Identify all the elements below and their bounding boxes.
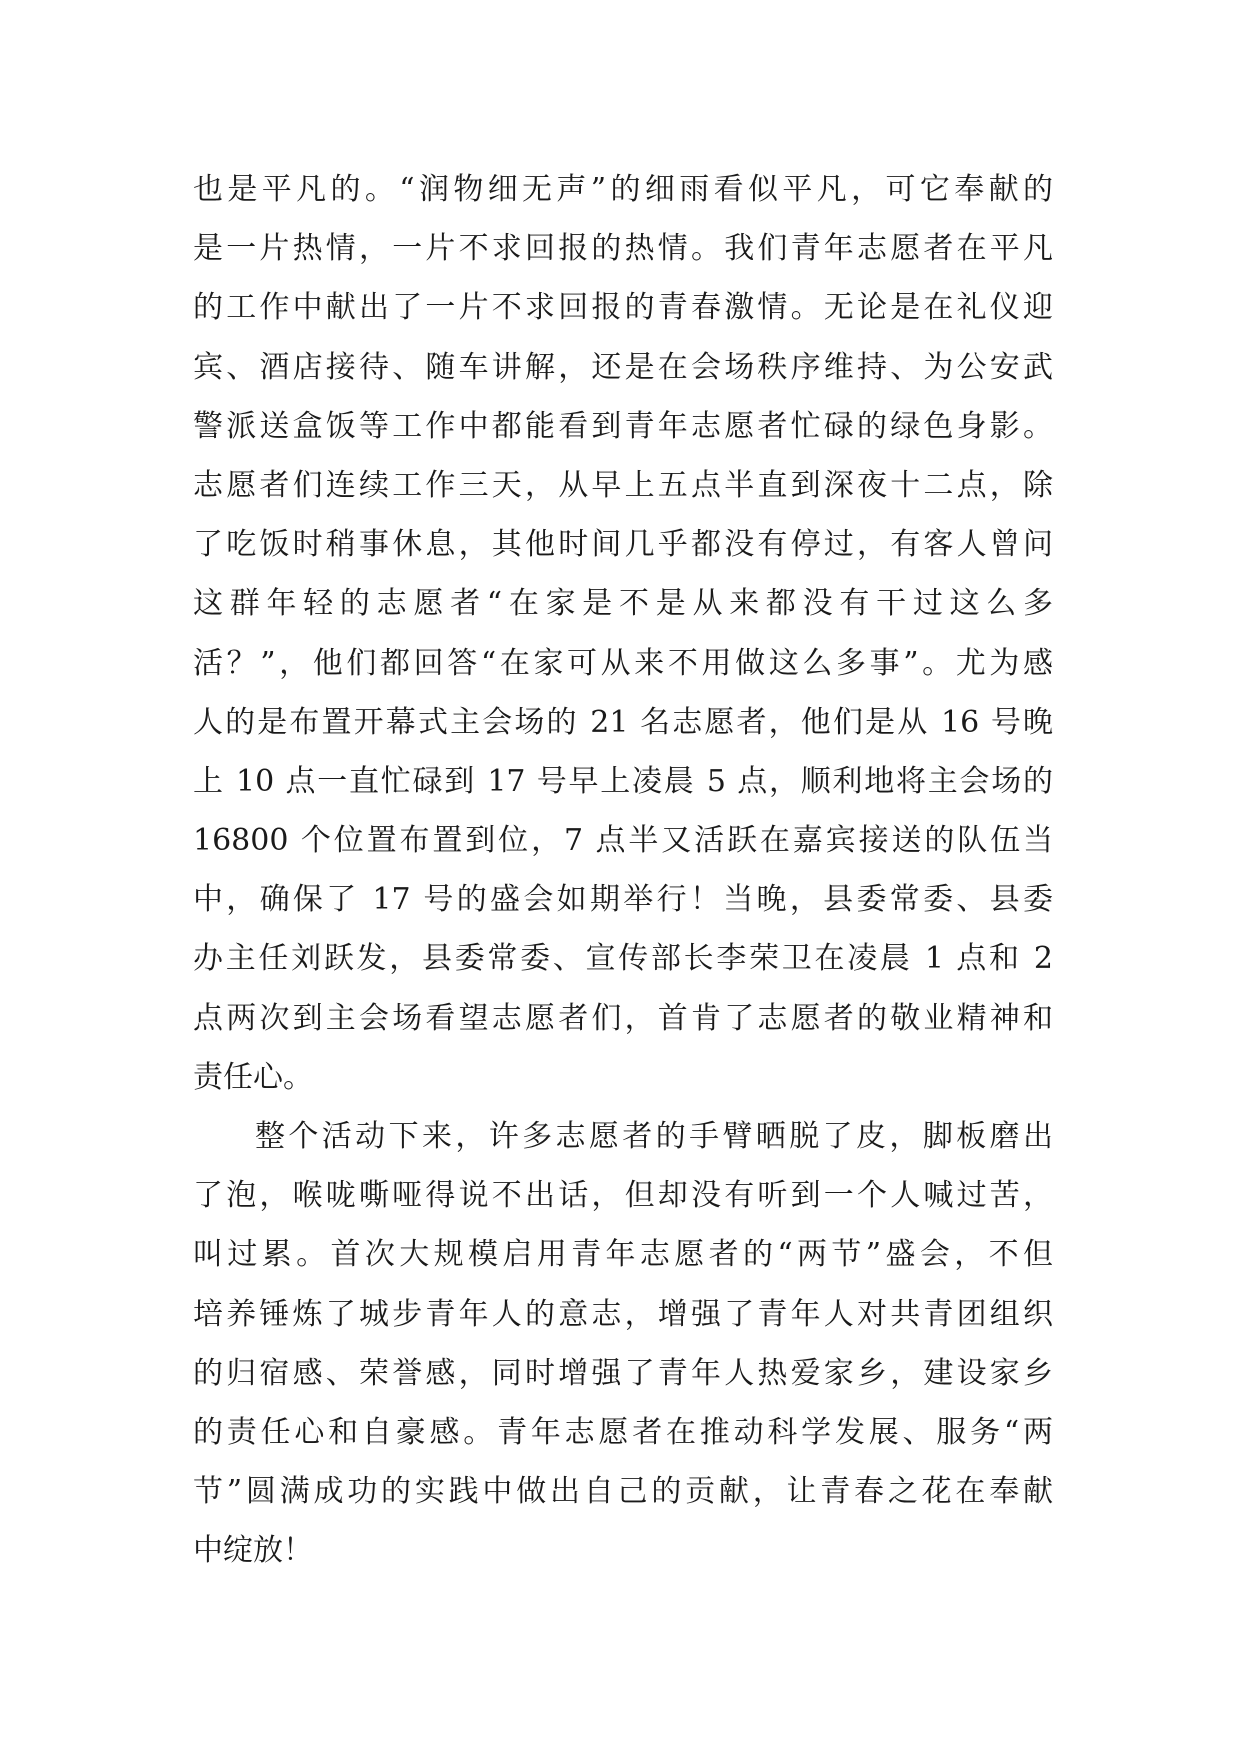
text-line: 培养锤炼了城步青年人的意志，增强了青年人对共青团组织	[193, 1296, 1053, 1332]
paragraph-1	[193, 160, 1053, 1107]
text-line: 办主任刘跃发，县委常委、宣传部长李荣卫在凌晨 1 点和 2	[193, 941, 1053, 977]
text-line: 是一片热情，一片不求回报的热情。我们青年志愿者在平凡	[193, 231, 1053, 267]
text-line: 活？”，他们都回答“在家可从来不用做这么多事”。尤为感	[193, 645, 1053, 681]
text-line: 节”圆满成功的实践中做出自己的贡献，让青春之花在奉献	[193, 1474, 1053, 1510]
text-line: 的归宿感、荣誉感，同时增强了青年人热爱家乡，建设家乡	[193, 1355, 1053, 1391]
text-line: 也是平凡的。“润物细无声”的细雨看似平凡，可它奉献的	[193, 172, 1053, 207]
text-line: 的工作中献出了一片不求回报的青春激情。无论是在礼仪迎	[193, 290, 1053, 326]
text-line: 的责任心和自豪感。青年志愿者在推动科学发展、服务“两	[193, 1414, 1053, 1450]
text-line: 上 10 点一直忙碌到 17 号早上凌晨 5 点，顺利地将主会场的	[193, 763, 1053, 799]
text-line: 整个活动下来，许多志愿者的手臂晒脱了皮，脚板磨出	[255, 1119, 1053, 1154]
paragraph-2	[193, 1107, 1053, 1581]
text-line: 叫过累。首次大规模启用青年志愿者的“两节”盛会，不但	[193, 1237, 1053, 1273]
text-line: 宾、酒店接待、随车讲解，还是在会场秩序维持、为公安武	[193, 349, 1053, 385]
text-line: 16800 个位置布置到位，7 点半又活跃在嘉宾接送的队伍当	[193, 823, 1053, 859]
text-line: 了泡，喉咙嘶哑得说不出话，但却没有听到一个人喊过苦，	[193, 1178, 1053, 1214]
text-line: 中，确保了 17 号的盛会如期举行！当晚，县委常委、县委	[193, 882, 1053, 918]
text-line: 志愿者们连续工作三天，从早上五点半直到深夜十二点，除	[193, 467, 1053, 503]
body-text	[193, 160, 1053, 1581]
text-line: 责任心。	[193, 1059, 313, 1095]
text-line: 点两次到主会场看望志愿者们，首肯了志愿者的敬业精神和	[193, 1000, 1053, 1036]
text-line: 了吃饭时稍事休息，其他时间几乎都没有停过，有客人曾问	[193, 527, 1053, 563]
text-line: 这群年轻的志愿者“在家是不是从来都没有干过这么多	[193, 586, 1053, 622]
text-line: 警派送盒饭等工作中都能看到青年志愿者忙碌的绿色身影。	[193, 408, 1053, 444]
text-line: 人的是布置开幕式主会场的 21 名志愿者，他们是从 16 号晚	[193, 704, 1053, 740]
text-line: 中绽放！	[193, 1533, 313, 1569]
